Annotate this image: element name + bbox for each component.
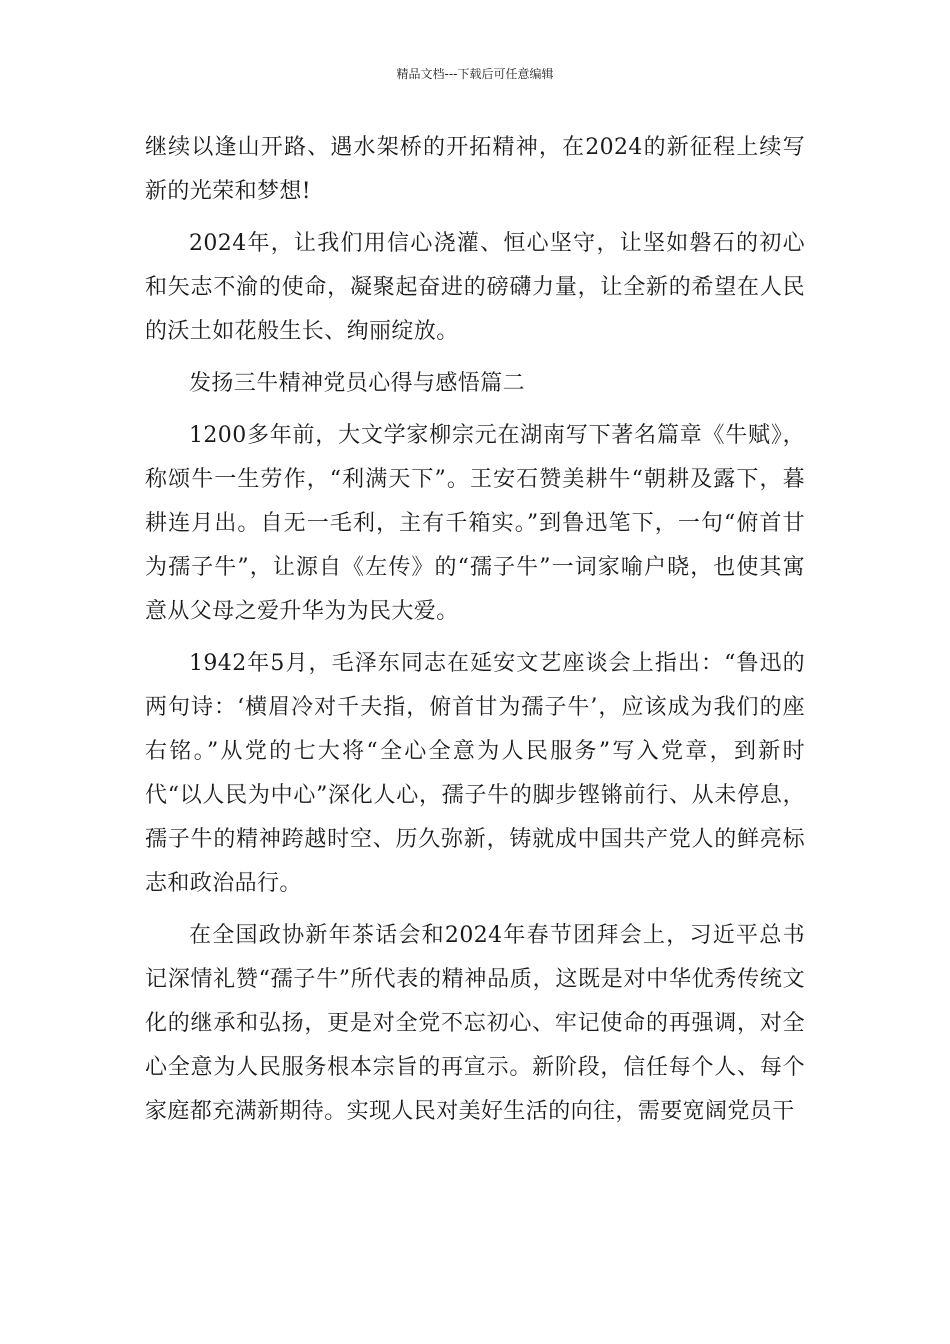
paragraph-continuation: 继续以逢山开路、遇水架桥的开拓精神，在2024的新征程上续写新的光荣和梦想! [145, 135, 805, 204]
section-heading: 发扬三牛精神党员心得与感悟篇二 [189, 371, 526, 396]
paragraph-1942-yanan: 1942年5月，毛泽东同志在延安文艺座谈会上指出：“鲁迅的两句诗：‘横眉冷对千夫指，俯首甘为孺子牛’，应该成为我们的座右铭。”从党的七大将“全心全意为人民服务”写入党章，到新时代“以人民为中心”深化人心，孺子牛的脚步铿锵前行、从未停息，孺子牛的精神跨越时空、历久弥新，铸就成中国共产党人的鲜亮标志和政治品行。 [145, 651, 805, 896]
paragraph-2024-hope: 2024年，让我们用信心浇灌、恒心坚守，让坚如磐石的初心和矢志不渝的使命，凝聚起奋进的磅礴力量，让全新的希望在人民的沃土如花般生长、绚丽绽放。 [145, 231, 805, 344]
document-body [145, 126, 805, 1142]
paragraph-niu-fu: 1200多年前，大文学家柳宗元在湖南写下著名篇章《牛赋》，称颂牛一生劳作，“利满天下”。王安石赞美耕牛“朝耕及露下，暮耕连月出。自无一毛利，主有千箱实。”到鲁迅笔下，一句“俯首甘为孺子牛”，让源自《左传》的“孺子牛”一词家喻户晓，也使其寓意从父母之爱升华为为民大爱。 [145, 423, 805, 624]
page-header: 精品文档---下载后可任意编辑 [396, 67, 554, 81]
paragraph-national-cppcc: 在全国政协新年茶话会和2024年春节团拜会上，习近平总书记深情礼赞“孺子牛”所代表的精神品质，这既是对中华优秀传统文化的继承和弘扬，更是对全党不忘初心、牢记使命的再强调，对全心全意为人民服务根本宗旨的再宣示。新阶段，信任每个人、每个家庭都充满新期待。实现人民对美好生活的向往，需要宽阔党员干 [145, 923, 805, 1124]
